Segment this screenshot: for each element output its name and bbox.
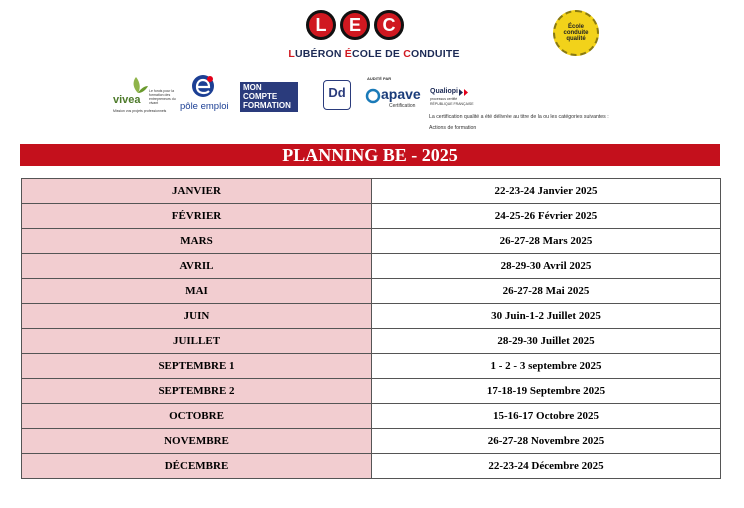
dates-cell: 17-18-19 Septembre 2025 xyxy=(372,379,721,404)
table-row xyxy=(22,279,721,304)
mon-compte-formation-line-2: COMPTE xyxy=(243,92,278,101)
pole-emploi-e-icon xyxy=(191,74,215,98)
dates-cell: 24-25-26 Février 2025 xyxy=(372,204,721,229)
dates-cell: 15-16-17 Octobre 2025 xyxy=(372,404,721,429)
month-cell: DÉCEMBRE xyxy=(22,454,372,479)
apave-audited-by: AUDITÉ PAR xyxy=(367,76,392,81)
dates-cell: 26-27-28 Novembre 2025 xyxy=(372,429,721,454)
table-row xyxy=(22,204,721,229)
table-row xyxy=(22,354,721,379)
month-cell: FÉVRIER xyxy=(22,204,372,229)
table-row xyxy=(22,304,721,329)
dates-cell: 1 - 2 - 3 septembre 2025 xyxy=(372,354,721,379)
table-row xyxy=(22,254,721,279)
qualiopi-republique: RÉPUBLIQUE FRANÇAISE xyxy=(430,102,474,106)
month-cell: MARS xyxy=(22,229,372,254)
vivea-logo xyxy=(113,76,183,120)
table-row xyxy=(22,429,721,454)
qualiopi-process: processus certifié xyxy=(430,97,458,101)
table-row xyxy=(22,329,721,354)
month-cell: JUIN xyxy=(22,304,372,329)
table-row xyxy=(22,179,721,204)
dates-cell: 28-29-30 Avril 2025 xyxy=(372,254,721,279)
qualiopi-arrow-icon xyxy=(459,89,469,96)
table-row xyxy=(22,379,721,404)
certification-note: La certification qualité a été délivrée au titre de la ou les catégories suivantes : xyxy=(429,114,609,120)
qualiopi-wordmark: Qualiopi xyxy=(430,88,458,95)
table-row xyxy=(22,454,721,479)
page-title: PLANNING BE - 2025 xyxy=(20,144,720,166)
apave-ring-icon xyxy=(365,88,381,104)
schedule-table xyxy=(21,178,721,479)
dates-cell: 28-29-30 Juillet 2025 xyxy=(372,329,721,354)
apave-certification: Certification xyxy=(389,103,416,109)
month-cell: SEPTEMBRE 2 xyxy=(22,379,372,404)
apave-logo xyxy=(363,76,425,114)
dates-cell: 26-27-28 Mars 2025 xyxy=(372,229,721,254)
vivea-tagline: Mission vos projets professionnels xyxy=(113,109,167,113)
vivea-wordmark: vivea xyxy=(113,94,141,106)
table-row xyxy=(22,229,721,254)
ecole-conduite-qualite-seal: École conduite qualité xyxy=(553,10,599,56)
apave-wordmark: apave xyxy=(381,86,421,102)
month-cell: JUILLET xyxy=(22,329,372,354)
pole-emploi-wordmark: pôle emploi xyxy=(180,101,229,112)
leaf-icon xyxy=(127,76,149,94)
dates-cell: 22-23-24 Décembre 2025 xyxy=(372,454,721,479)
pole-emploi-logo xyxy=(180,74,230,114)
mon-compte-formation-line-1: MON xyxy=(243,83,262,92)
month-cell: NOVEMBRE xyxy=(22,429,372,454)
mon-compte-formation-line-3: FORMATION xyxy=(243,101,291,110)
dates-cell: 22-23-24 Janvier 2025 xyxy=(372,179,721,204)
lec-logo-subtitle: LUBÉRON ÉCOLE DE CONDUITE xyxy=(288,48,460,60)
mon-compte-formation-logo xyxy=(240,82,298,112)
dates-cell: 26-27-28 Mai 2025 xyxy=(372,279,721,304)
dates-cell: 30 Juin-1-2 Juillet 2025 xyxy=(372,304,721,329)
month-cell: OCTOBRE xyxy=(22,404,372,429)
datadock-wordmark: Dd xyxy=(328,85,346,100)
datadock-logo xyxy=(323,80,351,110)
lec-logo-letter-c: C xyxy=(374,10,404,40)
lec-logo-letter-l: L xyxy=(306,10,336,40)
lec-logo-letter-e: E xyxy=(340,10,370,40)
qualiopi-logo xyxy=(430,88,480,110)
table-row xyxy=(22,404,721,429)
month-cell: AVRIL xyxy=(22,254,372,279)
certification-category: Actions de formation xyxy=(429,125,477,131)
vivea-small-text: Le fonds pour la formation des entrepreneurs du vivant xyxy=(149,89,176,105)
month-cell: MAI xyxy=(22,279,372,304)
month-cell: JANVIER xyxy=(22,179,372,204)
month-cell: SEPTEMBRE 1 xyxy=(22,354,372,379)
